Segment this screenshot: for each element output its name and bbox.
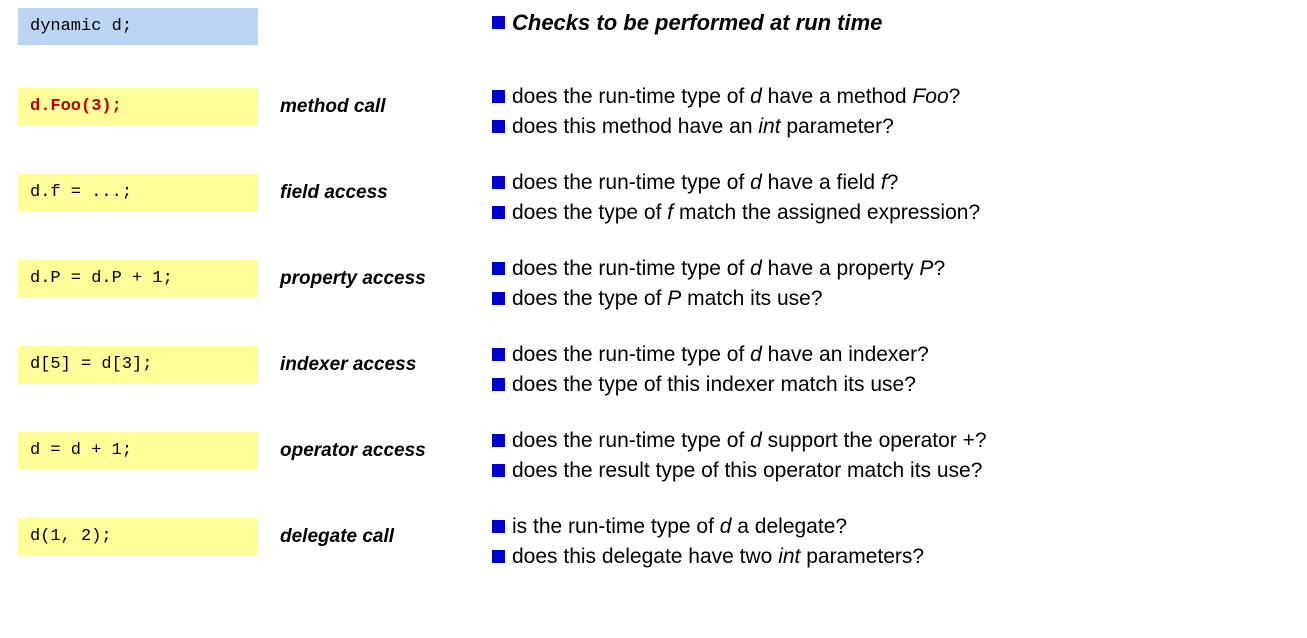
- check-text-fragment: does the result type of this operator match its use?: [512, 459, 983, 482]
- code-snippet: d.f = ...;: [18, 174, 258, 211]
- code-row: [18, 260, 426, 297]
- bullet-square-icon: [492, 378, 505, 391]
- check-text-fragment: have a method: [761, 85, 913, 108]
- code-row: [18, 518, 394, 555]
- check-text-fragment: does the type of: [512, 201, 668, 224]
- check-text-fragment: int: [758, 115, 781, 138]
- check-line-label: [512, 542, 924, 572]
- check-line: [492, 254, 945, 284]
- declaration-code-box: dynamic d;: [18, 8, 258, 45]
- check-line-label: [512, 112, 894, 142]
- check-text-fragment: support the operator +?: [761, 429, 987, 452]
- checks-group: [492, 82, 960, 142]
- bullet-square-icon: [492, 434, 505, 447]
- check-line-label: [512, 254, 945, 284]
- bullet-square-icon: [492, 292, 505, 305]
- bullet-square-icon: [492, 16, 505, 29]
- check-text-fragment: parameter?: [780, 115, 894, 138]
- code-caption: property access: [280, 268, 426, 289]
- check-text-fragment: P: [667, 287, 682, 310]
- check-text-fragment: d: [750, 343, 762, 366]
- bullet-square-icon: [492, 262, 505, 275]
- check-line: [492, 198, 980, 228]
- check-text-fragment: int: [778, 545, 801, 568]
- check-text-fragment: does the run-time type of: [512, 171, 751, 194]
- code-column: [18, 8, 478, 547]
- code-caption: indexer access: [280, 354, 417, 375]
- checks-group: [492, 426, 987, 486]
- code-row: [18, 88, 386, 125]
- check-line: [492, 370, 929, 400]
- check-line-label: [512, 340, 929, 370]
- code-snippet: d(1, 2);: [18, 518, 258, 555]
- checks-heading: [492, 8, 1302, 38]
- check-text-fragment: does the run-time type of: [512, 257, 751, 280]
- check-text-fragment: does the type of this indexer match its use?: [512, 373, 916, 396]
- code-row: [18, 346, 416, 383]
- check-line-label: [512, 426, 987, 456]
- check-text-fragment: d: [750, 257, 762, 280]
- check-text-fragment: does the run-time type of: [512, 85, 751, 108]
- check-line: [492, 456, 987, 486]
- check-line: [492, 112, 960, 142]
- code-snippet: d = d + 1;: [18, 432, 258, 469]
- bullet-square-icon: [492, 550, 505, 563]
- check-line-label: [512, 370, 916, 400]
- checks-group: [492, 254, 945, 314]
- check-text-fragment: parameters?: [800, 545, 925, 568]
- check-text-fragment: have a field: [761, 171, 881, 194]
- check-text-fragment: have an indexer?: [761, 343, 929, 366]
- check-text-fragment: ?: [886, 171, 899, 194]
- code-snippet: d[5] = d[3];: [18, 346, 258, 383]
- bullet-square-icon: [492, 206, 505, 219]
- check-line: [492, 284, 945, 314]
- check-line-label: [512, 512, 847, 542]
- check-text-fragment: Foo: [912, 85, 949, 108]
- check-text-fragment: d: [750, 171, 762, 194]
- code-snippet: d.Foo(3);: [18, 88, 258, 125]
- check-line: [492, 82, 960, 112]
- code-caption: field access: [280, 182, 388, 203]
- bullet-square-icon: [492, 90, 505, 103]
- check-line-label: [512, 284, 823, 314]
- check-text-fragment: a delegate?: [731, 515, 848, 538]
- check-text-fragment: match its use?: [681, 287, 823, 310]
- bullet-square-icon: [492, 120, 505, 133]
- check-text-fragment: ?: [933, 257, 946, 280]
- code-caption: operator access: [280, 440, 426, 461]
- check-text-fragment: does this delegate have two: [512, 545, 779, 568]
- code-snippet: d.P = d.P + 1;: [18, 260, 258, 297]
- checks-group: [492, 340, 929, 400]
- bullet-square-icon: [492, 348, 505, 361]
- check-text-fragment: d: [719, 515, 732, 538]
- code-caption: delegate call: [280, 526, 395, 547]
- checks-heading-label: Checks to be performed at run time: [512, 10, 883, 35]
- check-text-fragment: does this method have an: [512, 115, 759, 138]
- check-text-fragment: does the run-time type of: [512, 343, 751, 366]
- check-text-fragment: ?: [948, 85, 961, 108]
- check-line-label: [512, 82, 960, 112]
- check-text-fragment: P: [919, 257, 934, 280]
- code-caption: method call: [280, 96, 386, 117]
- bullet-square-icon: [492, 464, 505, 477]
- check-text-fragment: d: [750, 85, 762, 108]
- check-line: [492, 340, 929, 370]
- check-line: [492, 426, 987, 456]
- checks-column: [492, 8, 1302, 568]
- checks-group: [492, 512, 924, 572]
- check-text-fragment: d: [750, 429, 762, 452]
- code-row: [18, 174, 388, 211]
- check-text-fragment: have a property: [761, 257, 920, 280]
- check-line: [492, 168, 980, 198]
- check-line-label: [512, 456, 982, 486]
- check-line: [492, 542, 924, 572]
- bullet-square-icon: [492, 176, 505, 189]
- code-row: [18, 432, 426, 469]
- check-text-fragment: does the run-time type of: [512, 429, 751, 452]
- bullet-square-icon: [492, 520, 505, 533]
- check-text-fragment: is the run-time type of: [512, 515, 720, 538]
- check-text-fragment: f: [667, 201, 674, 224]
- check-text-fragment: match the assigned expression?: [673, 201, 981, 224]
- checks-group: [492, 168, 980, 228]
- check-line: [492, 512, 924, 542]
- check-line-label: [512, 198, 980, 228]
- check-text-fragment: f: [880, 171, 887, 194]
- check-line-label: [512, 168, 898, 198]
- check-text-fragment: does the type of: [512, 287, 668, 310]
